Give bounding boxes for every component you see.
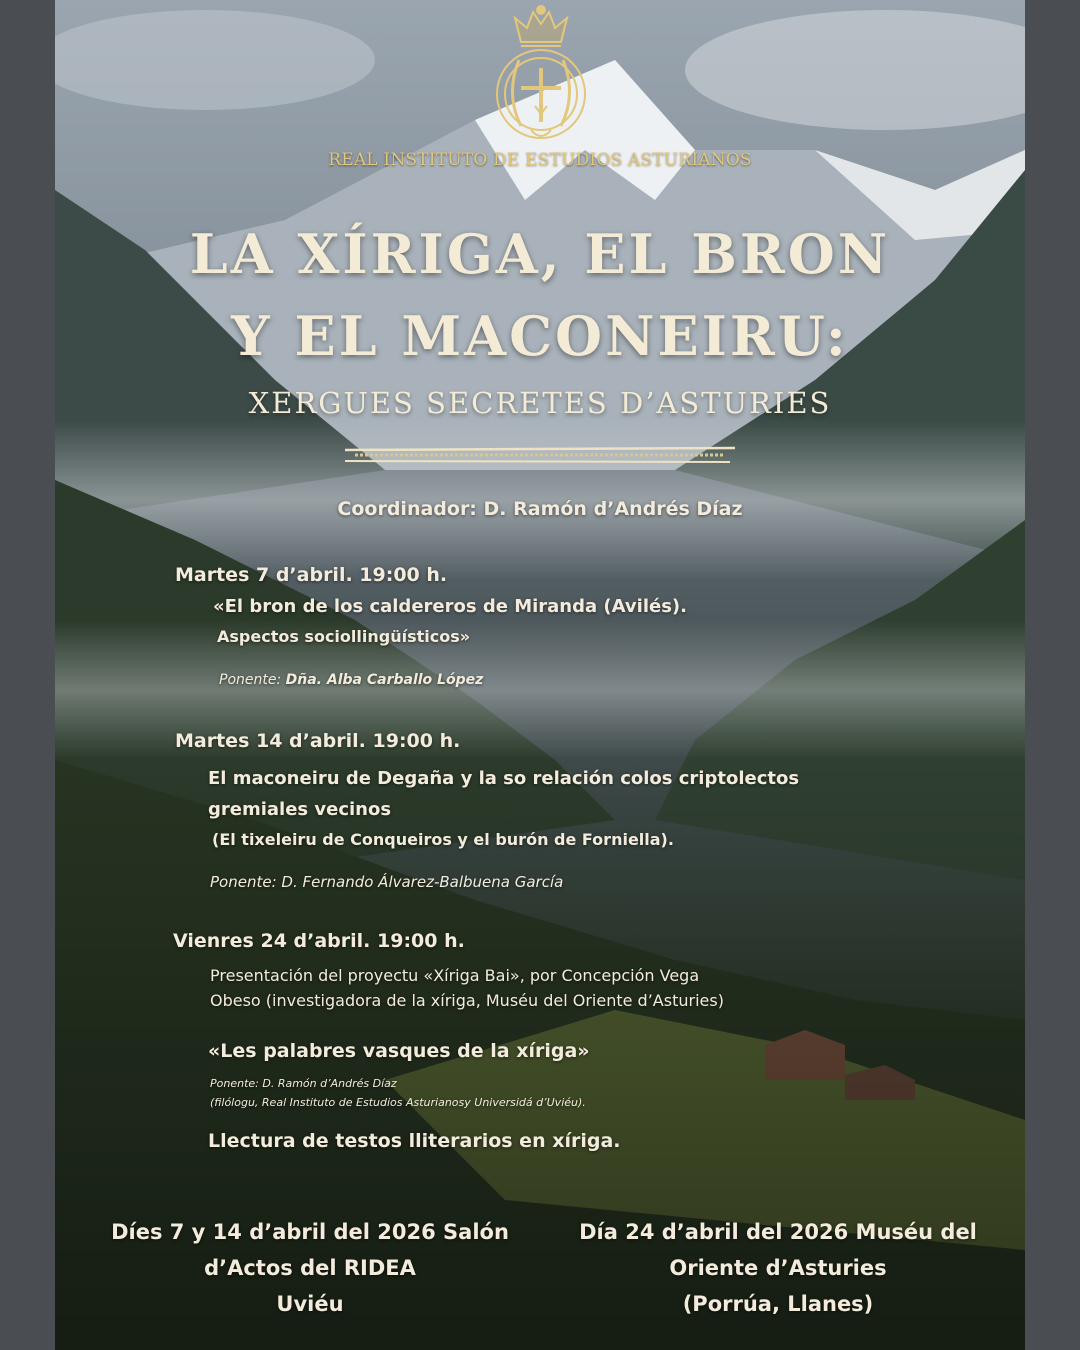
- venue-right: [563, 1214, 993, 1322]
- event-title-line-2: Y EL MACONEIRU:: [231, 304, 849, 368]
- venue-left-line: Uviéu: [276, 1292, 344, 1316]
- venue-right-line: Oriente d’Asturies: [669, 1256, 887, 1280]
- session-1-talk-line-2: Aspectos sociollingüísticos»: [217, 627, 471, 646]
- session-3-presentation-line-1: Presentación del proyectu «Xíriga Bai», por Concepción Vega: [210, 966, 700, 985]
- session-2-talk-line-1: El maconeiru de Degaña y la so relación colos criptolectos: [208, 768, 800, 789]
- session-1-talk-line-1: «El bron de los caldereros de Miranda (Avilés).: [213, 596, 687, 617]
- event-subtitle: XERGUES SECRETES D’ASTURIES: [248, 386, 832, 420]
- session-3-presentation-line-2: Obeso (investigadora de la xíriga, Muséu del Oriente d’Asturies): [210, 991, 724, 1010]
- session-2-speaker: Ponente: D. Fernando Álvarez-Balbuena García: [210, 873, 564, 891]
- venue-left-line: Díes 7 y 14 d’abril del 2026 Salón: [111, 1220, 509, 1244]
- venue-right-line: (Porrúa, Llanes): [682, 1292, 874, 1316]
- session-3-reading: Llectura de testos lliterarios en xíriga.: [208, 1130, 621, 1152]
- session-1-speaker-label: Ponente:: [219, 672, 282, 688]
- session-3-talk: «Les palabres vasques de la xíriga»: [208, 1040, 590, 1062]
- session-3-speaker: Ponente: D. Ramón d’Andrés Díaz: [210, 1077, 397, 1090]
- session-1-speaker: [219, 672, 483, 688]
- session-2-talk-line-2: gremiales vecinos: [208, 799, 392, 820]
- event-title-line-1: LA XÍRIGA, EL BRON: [189, 222, 891, 286]
- event-poster: [55, 0, 1025, 1350]
- session-2-date: Martes 14 d’abril. 19:00 h.: [175, 730, 461, 752]
- session-3-speaker-affiliation: (filólogu, Real Instituto de Estudios Asturianosy Universidá d’Uviéu).: [210, 1096, 586, 1109]
- venue-left-line: d’Actos del RIDEA: [204, 1256, 416, 1280]
- coordinator-line: Coordinador: D. Ramón d’Andrés Díaz: [337, 498, 743, 520]
- decorative-divider: [345, 444, 735, 466]
- session-1-speaker-name: Dña. Alba Carballo López: [285, 672, 484, 688]
- session-2-talk-line-3: (El tixeleiru de Conqueiros y el burón de Forniella).: [212, 830, 674, 849]
- venue-right-line: Día 24 d’abril del 2026 Muséu del: [579, 1220, 977, 1244]
- session-3-date: Vienres 24 d’abril. 19:00 h.: [173, 930, 465, 952]
- institution-name: REAL INSTITUTO DE ESTUDIOS ASTURIANOS: [328, 150, 752, 170]
- venue-left: [95, 1214, 525, 1322]
- session-1-date: Martes 7 d’abril. 19:00 h.: [175, 564, 448, 586]
- ridea-crest-emblem: [485, 2, 597, 144]
